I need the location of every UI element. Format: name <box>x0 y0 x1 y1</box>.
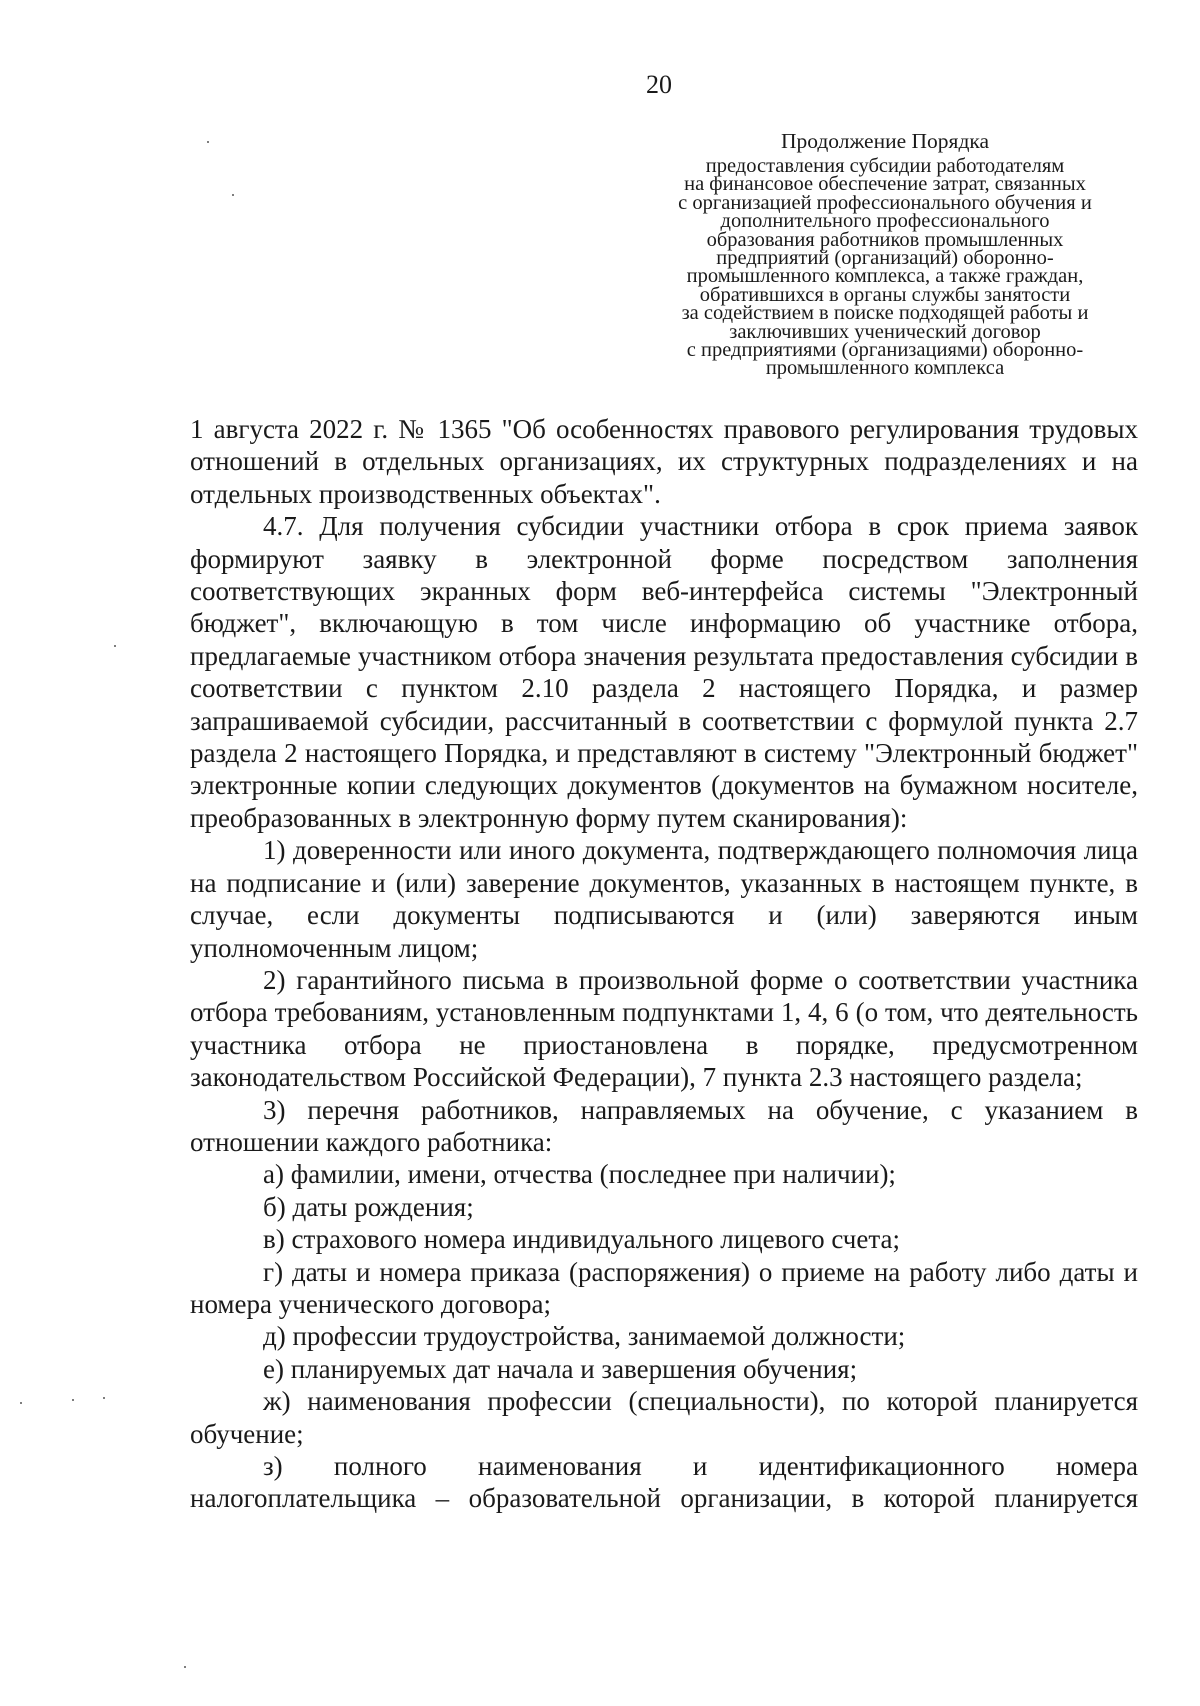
header-line: предприятий (организаций) оборонно- <box>716 247 1054 270</box>
paragraph-4-7: 4.7. Для получения субсидии участники отбора в срок приема заявок формируют заявку в электронной форме посредством заполнения соответствующих экранных форм веб-интерфейса системы "Электронный бюджет", включающую в том числе информацию об участнике отбора, предлагаемые участником отбора значения результата предоставления субсидии в соответствии с пунктом 2.10 раздела 2 настоящего Порядка, и размер запрашиваемой субсидии, рассчитанный в соответствии с формулой пункта 2.7 раздела 2 настоящего Порядка, и представляют в систему "Электронный бюджет" электронные копии следующих документов (документов на бумажном носителе, преобразованных в электронную форму путем сканирования): <box>190 511 1138 833</box>
header-title: Продолжение Порядка <box>780 129 990 153</box>
list-item-3: 3) перечня работников, направляемых на обучение, с указанием в отношении каждого работника: <box>190 1094 1138 1157</box>
scan-speck <box>20 1402 22 1404</box>
scan-speck <box>72 1399 74 1401</box>
sub-item-b: б) даты рождения; <box>263 1191 474 1222</box>
sub-item-e: е) планируемых дат начала и завершения обучения; <box>263 1353 858 1384</box>
header-line: на финансовое обеспечение затрат, связанных <box>684 173 1086 196</box>
sub-item-g: г) даты и номера приказа (распоряжения) о приеме на работу либо даты и номера ученического договора; <box>190 1256 1138 1319</box>
sub-item-v: в) страхового номера индивидуального лицевого счета; <box>263 1224 900 1255</box>
header-line: обратившихся в органы службы занятости <box>699 283 1071 306</box>
document-header <box>615 128 1155 378</box>
list-item-1: 1) доверенности или иного документа, подтверждающего полномочия лица на подписание и (или) заверение документов, указанных в настоящем пункте, в случае, если документы подписываются и (или) заверяются иным уполномоченным лицом; <box>190 835 1138 963</box>
header-line: с организацией профессионального обучения и <box>678 191 1092 214</box>
header-line: промышленного комплекса, а также граждан, <box>686 265 1084 288</box>
document-body <box>190 413 1138 1515</box>
page-number: 20 <box>646 70 672 99</box>
sub-item-zh: ж) наименования профессии (специальности), по которой планируется обучение; <box>190 1386 1138 1449</box>
scan-speck <box>114 645 116 647</box>
list-item-2: 2) гарантийного письма в произвольной форме о соответствии участника отбора требованиям, установленным подпунктами 1, 4, 6 (о том, что деятельность участника отбора не приостановлена в порядке, предусмотренном законодательством Российской Федерации), 7 пункта 2.3 настоящего раздела; <box>190 964 1138 1093</box>
header-line: с предприятиями (организациями) оборонно- <box>686 339 1084 362</box>
header-line: образования работников промышленных <box>706 228 1064 251</box>
sub-item-a: а) фамилии, имени, отчества (последнее при наличии); <box>263 1159 896 1190</box>
sub-item-d: д) профессии трудоустройства, занимаемой должности; <box>263 1321 906 1352</box>
scan-speck <box>232 194 234 196</box>
scan-speck <box>207 141 209 143</box>
header-line: промышленного комплекса <box>765 357 1005 380</box>
header-line: дополнительного профессионального <box>720 210 1050 233</box>
header-line: заключивших ученический договор <box>729 320 1041 343</box>
scan-speck <box>103 1397 105 1399</box>
header-line: предоставления субсидии работодателям <box>705 155 1065 177</box>
paragraph-continuation: 1 августа 2022 г. № 1365 "Об особенностях правового регулирования трудовых отношений в отдельных организациях, их структурных подразделениях и на отдельных производственных объектах". <box>190 414 1138 509</box>
scan-speck <box>184 1666 186 1668</box>
sub-item-z: з) полного наименования и идентификационного номера налогоплательщика – образовательной организации, в которой планируется <box>190 1451 1138 1514</box>
header-line: за содействием в поиске подходящей работы и <box>681 302 1089 325</box>
